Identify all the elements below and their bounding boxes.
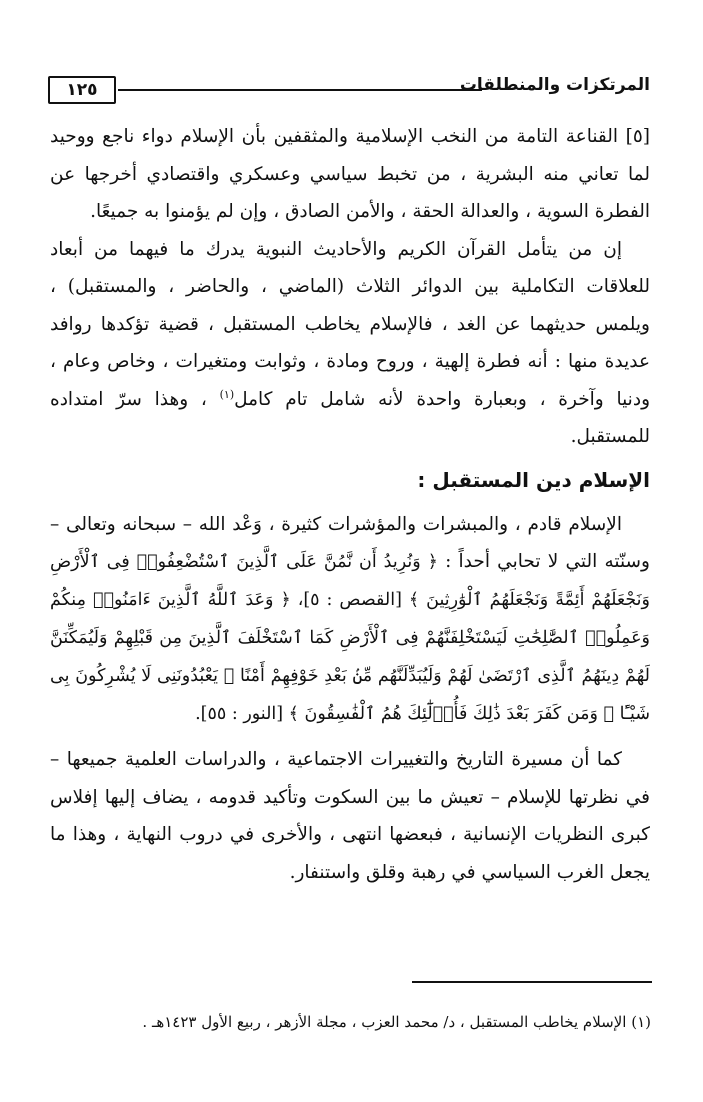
paragraph-dimensions-text: إن من يتأمل القرآن الكريم والأحاديث النبوية يدرك ما فيهما من أبعاد للعلاقات التكاملية بين الدوائر الثلاث (الماضي ، والحاضر ، والمستقبل) ، ويلمس حديثهما عن الغد ، فالإسلام يخاطب المستقبل ، قضية تؤكدها روافد عديدة منها : أنه فطرة إلهية ، وروح ومادة ، وثوابت ومتغيرات ، وخاص وعام ، ودنيا وآخرة ، وبعبارة واحدة لأنه شامل تام كامل — [50, 238, 650, 410]
header-rule — [118, 89, 482, 91]
footnote-reference: (١) — [219, 387, 235, 401]
footnote-rule — [412, 981, 652, 983]
footnote: (١) الإسلام يخاطب المستقبل ، د/ محمد العزب ، مجلة الأزهر ، ربيع الأول ١٤٢٣هـ . — [142, 1013, 651, 1031]
running-title: المرتكزات والمنطلقات — [459, 75, 650, 95]
paragraph-point-5: [٥] القناعة التامة من النخب الإسلامية والمثقفين بأن الإسلام دواء ناجع ووحيد لما تعاني منه البشرية ، من تخبط سياسي وعسكري واقتصادي أخرجها عن الفطرة السوية ، والعدالة الحقة ، والأمن الصادق ، وإن لم يؤمنوا به جميعًا. — [50, 126, 650, 222]
quran-verses: ﴿ وَنُرِيدُ أَن نَّمُنَّ عَلَى ٱلَّذِينَ ٱسْتُضْعِفُوا۟ فِى ٱلْأَرْضِ وَنَجْعَلَهُمْ أَئِمَّةً وَنَجْعَلَهُمُ ٱلْوَٰرِثِينَ ﴾ [القصص : ٥]، ﴿ وَعَدَ ٱللَّهُ ٱلَّذِينَ ءَامَنُوا۟ مِنكُمْ وَعَمِلُوا۟ ٱلصَّٰلِحَٰتِ لَيَسْتَخْلِفَنَّهُمْ فِى ٱلْأَرْضِ كَمَا ٱسْتَخْلَفَ ٱلَّذِينَ مِن قَبْلِهِمْ وَلَيُمَكِّنَنَّ لَهُمْ دِينَهُمُ ٱلَّذِى ٱرْتَضَىٰ لَهُمْ وَلَيُبَدِّلَنَّهُم مِّنۢ بَعْدِ خَوْفِهِمْ أَمْنًا ۚ يَعْبُدُونَنِى لَا يُشْرِكُونَ بِى شَيْـًٔا ۚ وَمَن كَفَرَ بَعْدَ ذَٰلِكَ فَأُو۟لَٰٓئِكَ هُمُ ٱلْفَٰسِقُونَ ﴾ [النور : ٥٥]. — [50, 552, 650, 724]
section-heading: الإسلام دين المستقبل : — [417, 467, 650, 492]
page-number: ١٢٥ — [48, 76, 116, 104]
paragraph-history: كما أن مسيرة التاريخ والتغييرات الاجتماعية ، والدراسات العلمية جميعها – في نظرتها للإسلام – تعيش ما بين السكوت وتأكيد قدومه ، يضاف إليها إفلاس كبرى النظريات الإنسانية ، فبعضها انتهى ، والأخرى في دروب النهاية ، وهذا ما يجعل الغرب السياسي في رهبة وقلق واستنفار. — [50, 749, 650, 883]
paragraph-dimensions-tail: ، وهذا سرّ امتداده للمستقبل. — [50, 388, 650, 447]
paragraph-islam-coming-intro: الإسلام قادم ، والمبشرات والمؤشرات كثيرة ، وَعْد الله – سبحانه وتعالى – وسنّته التي لا تحابي أحداً : — [50, 513, 650, 572]
page-header — [38, 72, 650, 108]
body-text — [50, 118, 650, 891]
paragraph-islam-coming — [50, 506, 650, 734]
paragraph-dimensions — [50, 231, 650, 456]
